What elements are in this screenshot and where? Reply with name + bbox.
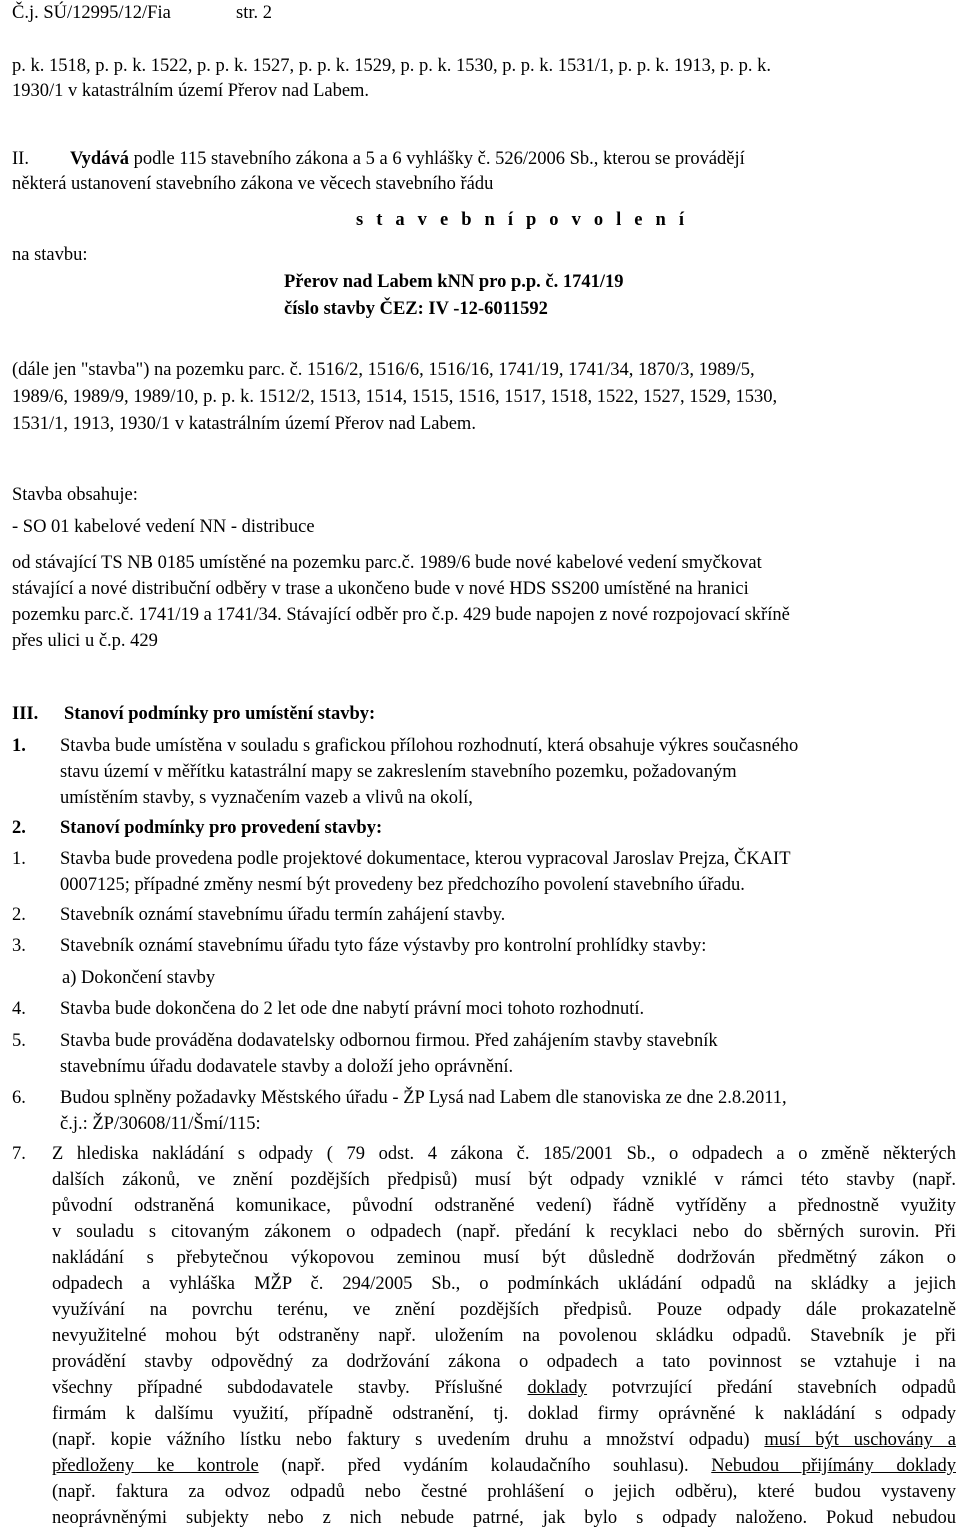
condition-line: umístěním stavby, s vyznačením vazeb a vlivů na okolí, [60, 788, 473, 808]
waste-line: nevyužitelné mohou být odstraněny např. uložením na povolenou skládku odpadů. Stavebník je při [52, 1326, 956, 1346]
condition-subitem: a) Dokončení stavby [62, 968, 216, 988]
contents-desc-line: přes ulici u č.p. 429 [12, 631, 158, 651]
condition-number: 4. [12, 999, 26, 1019]
condition-line: Stavebník oznámí stavebnímu úřadu tyto fáze výstavby pro kontrolní prohlídky stavby: [60, 936, 707, 956]
parcel-line: (dále jen "stavba") na pozemku parc. č. 1516/2, 1516/6, 1516/16, 1741/19, 1741/34, 1870/3, 1989/5, [12, 360, 755, 380]
parcel-line: 1989/6, 1989/9, 1989/10, p. p. k. 1512/2, 1513, 1514, 1515, 1516, 1517, 1518, 1522, 1527, 1529, 1530, [12, 387, 778, 407]
condition-number: 1. [12, 736, 26, 756]
waste-line: v souladu s citovaným zákonem o odpadech (např. předání k recyklaci nebo do sběrných surovin. Při [52, 1222, 956, 1242]
contents-desc-line: stávající a nové distribuční odběry v trase a ukončeno bude v nové HDS SS200 umístěné na hranici [12, 579, 749, 599]
section-roman-iii: III. [12, 704, 39, 724]
waste-line: využívání na povrchu terénu, ve znění pozdějších předpisů. Pouze odpady dále prokazatelně [52, 1300, 956, 1320]
intro-line: p. k. 1518, p. p. k. 1522, p. p. k. 1527, p. p. k. 1529, p. p. k. 1530, p. p. k. 1531/1, p. p. k. 1913, p. p. k. [12, 56, 772, 76]
waste-text: potvrzující předání stavebních odpadů [587, 1378, 956, 1398]
waste-line: firmám k dalšímu využití, případně odstranění, tj. doklad firmy oprávněné k nakládání s odpady [52, 1404, 956, 1424]
waste-line: provádění stavby odpovědný za dodržování zákona o odpadech a tato povinnost se vztahuje i na [52, 1352, 956, 1372]
condition-number: 1. [12, 849, 26, 869]
page-number: str. 2 [236, 3, 272, 23]
na-stavbu-label: na stavbu: [12, 245, 88, 265]
condition-line: Stavba bude provedena podle projektové dokumentace, kterou vypracoval Jaroslav Prejza, ČKAIT [60, 849, 791, 869]
waste-line: nakládání s přebytečnou výkopovou zeminou musí být důsledně dodržován předmětný zákon o [52, 1248, 956, 1268]
section-roman-ii: II. [12, 149, 29, 169]
waste-line: původní odstraněná komunikace, původní odstraněné vedení) řádně vytříděny a přednostně využity [52, 1196, 956, 1216]
permit-title: s t a v e b n í p o v o l e n í [356, 210, 689, 230]
contents-label: Stavba obsahuje: [12, 485, 138, 505]
condition-number: 5. [12, 1031, 26, 1051]
condition-number: 3. [12, 936, 26, 956]
underlined-text: předloženy ke kontrole [52, 1456, 259, 1476]
condition-line: Stavba bude umístěna v souladu s grafickou přílohou rozhodnutí, která obsahuje výkres současného [60, 736, 799, 756]
condition-number: 2. [12, 905, 26, 925]
underlined-text: musí být uschovány a [764, 1430, 956, 1450]
contents-item: - SO 01 kabelové vedení NN - distribuce [12, 517, 315, 537]
vydava-rest: podle 115 stavebního zákona a 5 a 6 vyhlášky č. 526/2006 Sb., kterou se provádějí [128, 149, 745, 169]
condition-line: Stavebník oznámí stavebnímu úřadu termín zahájení stavby. [60, 905, 506, 925]
waste-line: (např. faktura za odvoz odpadů nebo čestné prohlášení o jejich odběru), které budou vystaveny [52, 1482, 956, 1502]
waste-line: dalších zákonů, ve znění pozdějších předpisů) musí být odpady vzniklé v rámci této stavby (např. [52, 1170, 956, 1190]
construction-name: Přerov nad Labem kNN pro p.p. č. 1741/19 [284, 272, 624, 292]
waste-line: odpadech a vyhláška MŽP č. 294/2005 Sb., o podmínkách ukládání odpadů na skládky a jejich [52, 1274, 956, 1294]
parcel-line: 1531/1, 1913, 1930/1 v katastrálním území Přerov nad Labem. [12, 414, 476, 434]
cez-number: číslo stavby ČEZ: IV -12-6011592 [284, 299, 548, 319]
section-iii-title: Stanoví podmínky pro umístění stavby: [64, 704, 376, 724]
condition-line: Stavba bude dokončena do 2 let ode dne nabytí právní moci tohoto rozhodnutí. [60, 999, 645, 1019]
contents-desc-line: od stávající TS NB 0185 umístěné na pozemku parc.č. 1989/6 bude nové kabelové vedení smyčkovat [12, 553, 762, 573]
waste-paragraph [52, 1141, 956, 1531]
condition-line: stavebnímu úřadu dodavatele stavby a doloží jeho oprávnění. [60, 1057, 514, 1077]
subsection-title: Stanoví podmínky pro provedení stavby: [60, 818, 383, 838]
condition-line: Budou splněny požadavky Městského úřadu - ŽP Lysá nad Labem dle stanoviska ze dne 2.8.2011, [60, 1088, 787, 1108]
waste-line [52, 1453, 956, 1479]
waste-text: všechny případné subdodavatele stavby. Příslušné [52, 1378, 528, 1398]
section-ii-line [70, 148, 745, 170]
waste-text: (např. kopie vážního lístku nebo faktury s uvedením druhu a množství odpadu) [52, 1430, 765, 1450]
condition-number: 2. [12, 818, 26, 838]
condition-number: 7. [12, 1144, 26, 1164]
reference-number: Č.j. SÚ/12995/12/Fia [12, 3, 171, 23]
condition-line: Stavba bude prováděna dodavatelsky odbornou firmou. Před zahájením stavby stavebník [60, 1031, 718, 1051]
waste-text: (např. před vydáním kolaudačního souhlasu). [258, 1456, 712, 1476]
underlined-text: Nebudou přijímány doklady [711, 1456, 956, 1476]
contents-desc-line: pozemku parc.č. 1741/19 a 1741/34. Stávající odběr pro č.p. 429 bude napojen z nové rozpojovací skříně [12, 605, 790, 625]
section-ii-line: některá ustanovení stavebního zákona ve věcech stavebního řádu [12, 174, 494, 194]
condition-line: stavu území v měřítku katastrální mapy se zakreslením stavebního pozemku, požadovaným [60, 762, 737, 782]
condition-line: 0007125; případné změny nesmí být provedeny bez předchozího povolení stavebního úřadu. [60, 875, 745, 895]
waste-line [52, 1375, 956, 1401]
vydava-bold: Vydává [70, 149, 129, 169]
condition-line: č.j.: ŽP/30608/11/Šmí/115: [60, 1114, 261, 1134]
condition-number: 6. [12, 1088, 26, 1108]
doklady-underlined: doklady [527, 1378, 588, 1398]
waste-line [52, 1427, 956, 1453]
waste-line: Z hlediska nakládání s odpady ( 79 odst. 4 zákona č. 185/2001 Sb., o odpadech a o změně některých [52, 1144, 956, 1164]
waste-line: neoprávněnými subjekty nebo z nich nebude patrné, jak bylo s odpady naloženo. Pokud nebudou [52, 1508, 956, 1528]
intro-line: 1930/1 v katastrálním území Přerov nad Labem. [12, 81, 370, 101]
